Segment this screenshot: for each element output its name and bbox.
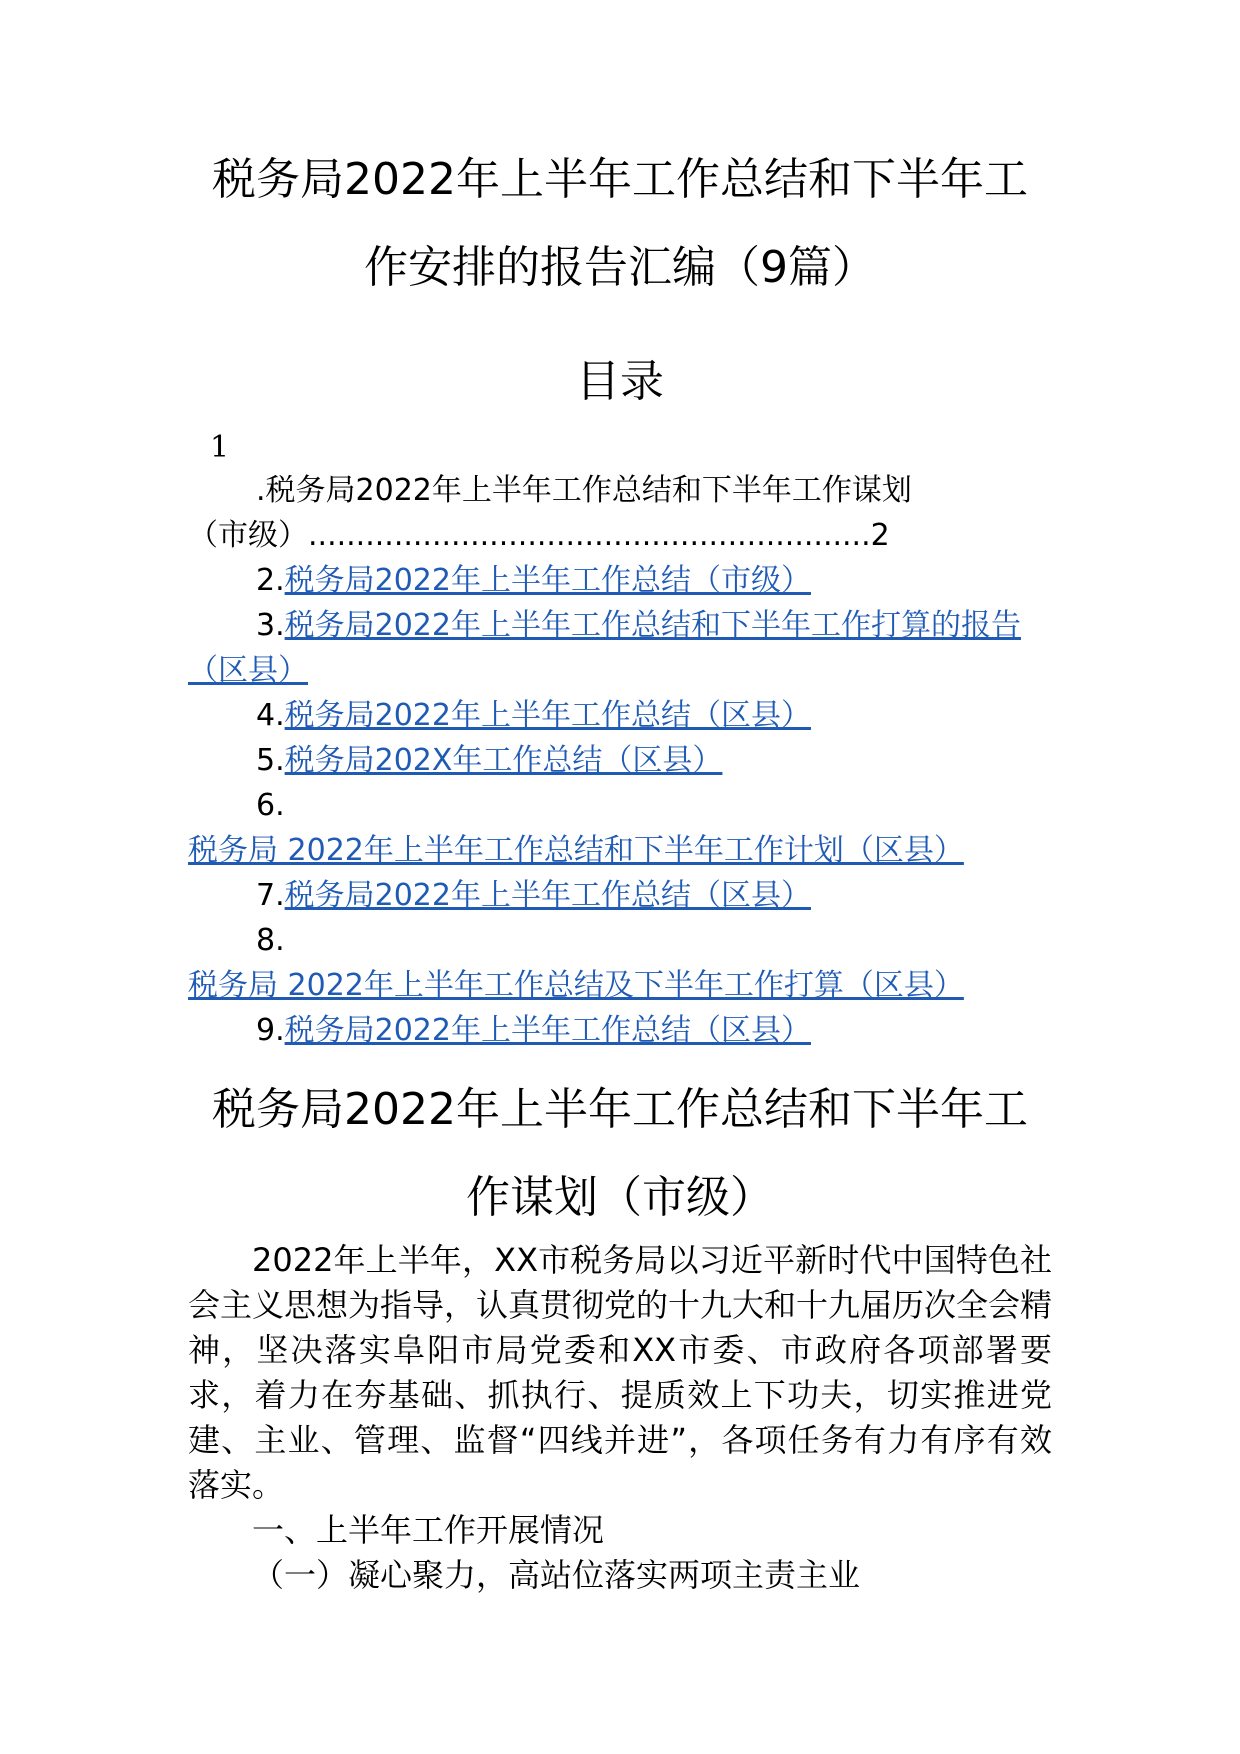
toc-entry[interactable] [188, 1008, 1052, 1053]
toc-entry[interactable] [188, 783, 1052, 873]
section-title-line-1: 税务局2022年上半年工作总结和下半年工 [212, 1084, 1028, 1135]
toc-entry-1-page: 2 [870, 518, 890, 553]
toc-entry-1-suffix: （市级） [188, 518, 308, 553]
toc-entry[interactable] [188, 693, 1052, 738]
section-title-line-2: 作谋划（市级） [466, 1172, 774, 1223]
document-title [188, 150, 1052, 298]
section-heading: 一、上半年工作开展情况 [252, 1511, 605, 1549]
document-title-line-1: 税务局2022年上半年工作总结和下半年工 [212, 154, 1028, 205]
toc-entry-number: 3. [256, 608, 285, 643]
toc-entry-link[interactable]: 税务局2022年上半年工作总结（区县） [284, 878, 811, 913]
toc-entry[interactable] [188, 873, 1052, 918]
toc-entry-1-dots: ........................................................... [308, 518, 871, 553]
toc-entry-number: 9. [256, 1013, 285, 1048]
toc-entry-number: 6. [256, 788, 285, 823]
toc-entry-link[interactable]: 税务局2022年上半年工作总结（区县） [284, 1013, 811, 1048]
toc-entry-number: 7. [256, 878, 285, 913]
toc-entry[interactable] [188, 603, 1052, 693]
section-title [188, 1080, 1052, 1228]
body-paragraph: 2022年上半年，XX市税务局以习近平新时代中国特色社会主义思想为指导，认真贯彻党的十九大和十九届历次全会精神，坚决落实阜阳市局党委和XX市委、市政府各项部署要求，着力在夯基础、抓执行、提质效上下功夫，切实推进党建、主业、管理、监督“四线并进”，各项任务有力有序有效落实。 [188, 1241, 1053, 1504]
body-text [188, 1238, 1052, 1598]
toc-entry-link[interactable]: 税务局202X年工作总结（区县） [284, 743, 723, 778]
toc-entry-link[interactable]: 税务局2022年上半年工作总结（市级） [284, 563, 811, 598]
toc-entry-1-leader [188, 513, 1052, 558]
toc-entry[interactable] [188, 738, 1052, 783]
toc-entry-number: 8. [256, 923, 285, 958]
toc-entry[interactable] [188, 918, 1052, 1008]
toc-entry-number: 4. [256, 698, 285, 733]
toc-entry[interactable] [188, 558, 1052, 603]
toc-first-number: 1 [210, 430, 230, 465]
subsection-heading: （一）凝心聚力，高站位落实两项主责主业 [252, 1556, 861, 1594]
toc-entry-1[interactable] [188, 468, 1052, 558]
table-of-contents [188, 468, 1052, 1053]
toc-entry-link[interactable]: 税务局 2022年上半年工作总结及下半年工作打算（区县） [188, 968, 964, 1003]
toc-entry-link[interactable]: 税务局2022年上半年工作总结（区县） [284, 698, 811, 733]
toc-entry-number: 5. [256, 743, 285, 778]
toc-entry-1-text: .税务局2022年上半年工作总结和下半年工作谋划 [256, 473, 912, 508]
toc-entry-number: 2. [256, 563, 285, 598]
toc-entry-link[interactable]: 税务局2022年上半年工作总结和下半年工作打算的报告（区县） [188, 608, 1021, 688]
document-title-line-2: 作安排的报告汇编（9篇） [364, 242, 876, 293]
toc-entry-link[interactable]: 税务局 2022年上半年工作总结和下半年工作计划（区县） [188, 833, 964, 868]
toc-heading: 目录 [576, 356, 664, 407]
